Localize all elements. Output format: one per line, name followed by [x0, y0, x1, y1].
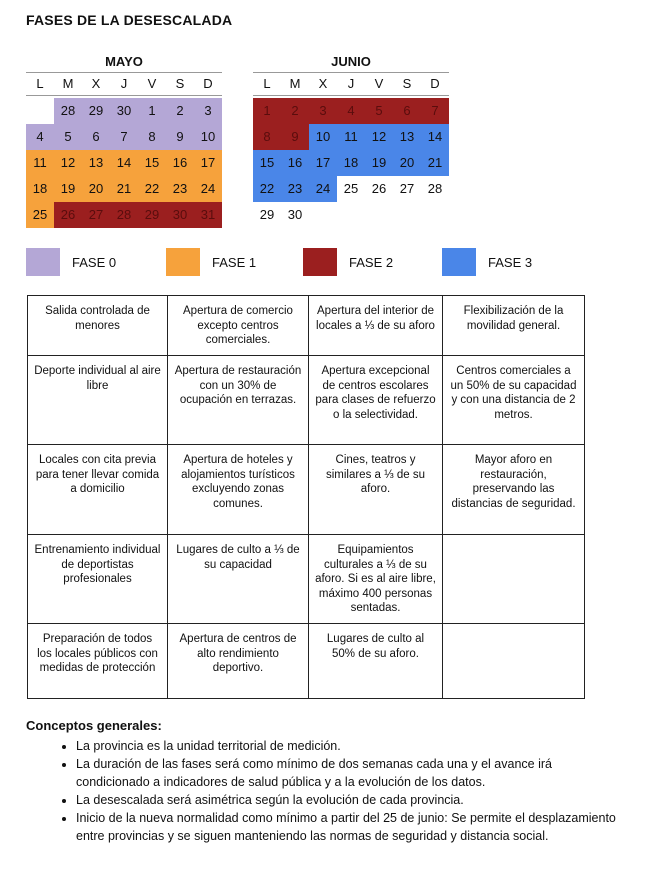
- month-title: JUNIO: [331, 54, 371, 69]
- calendar-day: 7: [110, 124, 138, 150]
- calendar-day: 2: [166, 98, 194, 124]
- legend-label: FASE 3: [488, 254, 533, 270]
- legend-swatch: [303, 248, 337, 276]
- calendar-day: 30: [166, 202, 194, 228]
- calendar-day: 24: [309, 176, 337, 202]
- calendar-day: 28: [54, 98, 82, 124]
- calendar-day: 25: [26, 202, 54, 228]
- calendar-day: 1: [253, 98, 281, 124]
- weekday-label: S: [175, 76, 185, 91]
- phase-legend: [26, 247, 586, 277]
- table-cell: Apertura excepcional de centros escolares para clases de refuerzo o la selectividad.: [309, 356, 443, 445]
- calendar-day: 12: [54, 150, 82, 176]
- table-cell: Deporte individual al aire libre: [28, 356, 168, 445]
- calendar-day: 19: [54, 176, 82, 202]
- calendar-day: 26: [54, 202, 82, 228]
- calendar-day: 6: [82, 124, 110, 150]
- calendar-day: 9: [166, 124, 194, 150]
- calendar-day: 15: [253, 150, 281, 176]
- table-row: [28, 535, 585, 624]
- table-cell: Locales con cita previa para tener llevar comida a domicilio: [28, 445, 168, 535]
- table-cell: [443, 624, 585, 699]
- list-item: • La desescalada será asimétrica según la evolución de cada provincia.: [76, 791, 626, 809]
- legend-label: FASE 1: [212, 254, 257, 270]
- table-cell: Entrenamiento individual de deportistas profesionales: [28, 535, 168, 624]
- table-row: [28, 296, 585, 356]
- table-cell: Flexibilización de la movilidad general.: [443, 296, 585, 356]
- calendar-day: 17: [194, 150, 222, 176]
- weekday-header: [253, 72, 449, 96]
- calendar-day: 28: [110, 202, 138, 228]
- calendar-day: 14: [110, 150, 138, 176]
- calendar-day: 29: [82, 98, 110, 124]
- table-cell: Centros comerciales a un 50% de su capacidad y con una distancia de 2 metros.: [443, 356, 585, 445]
- calendar-day: 29: [138, 202, 166, 228]
- calendar-day: 3: [309, 98, 337, 124]
- calendar-day: 8: [253, 124, 281, 150]
- calendar-day: 25: [343, 181, 359, 196]
- calendar-day: 12: [365, 124, 393, 150]
- table-cell: Apertura de hoteles y alojamientos turísticos excluyendo zonas comunes.: [168, 445, 309, 535]
- weekday-label: L: [263, 76, 271, 91]
- weekday-label: L: [36, 76, 44, 91]
- table-row: [28, 624, 585, 699]
- calendar-day: 23: [166, 176, 194, 202]
- weekday-label: M: [289, 76, 301, 91]
- calendar-day: 19: [365, 150, 393, 176]
- calendar-day: 28: [427, 181, 443, 196]
- table-cell: Apertura de comercio excepto centros comerciales.: [168, 296, 309, 356]
- table-body: [28, 296, 585, 699]
- calendar-day: 4: [337, 98, 365, 124]
- weekday-label: J: [347, 76, 355, 91]
- legend-swatch: [26, 248, 60, 276]
- calendar-day: 13: [393, 124, 421, 150]
- legend-item: [442, 247, 532, 277]
- calendar-day: 1: [138, 98, 166, 124]
- weekday-label: D: [203, 76, 213, 91]
- calendar-day: 10: [194, 124, 222, 150]
- legend-label: FASE 2: [349, 254, 394, 270]
- calendar-day: 4: [26, 124, 54, 150]
- day-grid: [253, 98, 449, 228]
- table-cell: [443, 535, 585, 624]
- calendar-day: 16: [281, 150, 309, 176]
- table-row: [28, 356, 585, 445]
- calendar-day: 11: [337, 124, 365, 150]
- table-cell: Lugares de culto al 50% de su aforo.: [309, 624, 443, 699]
- calendar-day: 21: [110, 176, 138, 202]
- table-cell: Equipamientos culturales a ⅓ de su aforo. Si es al aire libre, máximo 400 personas sentadas.: [309, 535, 443, 624]
- calendar-day: 10: [309, 124, 337, 150]
- table-cell: Apertura de centros de alto rendimiento deportivo.: [168, 624, 309, 699]
- weekday-label: D: [430, 76, 440, 91]
- calendar-day: 13: [82, 150, 110, 176]
- weekday-label: V: [374, 76, 384, 91]
- calendar-day: 18: [26, 176, 54, 202]
- calendar-day: 17: [309, 150, 337, 176]
- weekday-label: X: [318, 76, 328, 91]
- legend-item: [166, 247, 256, 277]
- calendar-june: [253, 52, 449, 228]
- calendar-day: 23: [281, 176, 309, 202]
- calendar-day: 21: [421, 150, 449, 176]
- day-grid: [26, 98, 222, 228]
- calendar-day: 24: [194, 176, 222, 202]
- calendar-day: 8: [138, 124, 166, 150]
- calendar-day: 7: [421, 98, 449, 124]
- calendar-day: 9: [281, 124, 309, 150]
- table-cell: Salida controlada de menores: [28, 296, 168, 356]
- calendar-day: 22: [253, 176, 281, 202]
- weekday-label: S: [402, 76, 412, 91]
- calendar-day: 2: [281, 98, 309, 124]
- concepts-list: [26, 737, 626, 845]
- weekday-label: V: [147, 76, 157, 91]
- calendar-day: 30: [287, 207, 303, 222]
- calendar-day: 14: [421, 124, 449, 150]
- calendar-day: 15: [138, 150, 166, 176]
- calendar-day: 27: [399, 181, 415, 196]
- calendar-day: 5: [54, 124, 82, 150]
- general-concepts: [26, 718, 626, 845]
- calendar-day: 26: [371, 181, 387, 196]
- calendar-day: 16: [166, 150, 194, 176]
- calendar-day: 29: [259, 207, 275, 222]
- calendar-day: 3: [194, 98, 222, 124]
- table-cell: Mayor aforo en restauración, preservando las distancias de seguridad.: [443, 445, 585, 535]
- legend-swatch: [442, 248, 476, 276]
- phase-actions-table: [27, 295, 585, 699]
- calendar-day: 5: [365, 98, 393, 124]
- legend-item: [303, 247, 393, 277]
- table-cell: Apertura del interior de locales a ⅓ de su aforo: [309, 296, 443, 356]
- weekday-label: X: [91, 76, 101, 91]
- month-title: MAYO: [105, 54, 143, 69]
- concepts-title: Conceptos generales:: [26, 718, 162, 733]
- calendar-may: [26, 52, 222, 228]
- weekday-header: [26, 72, 222, 96]
- calendar-day: 22: [138, 176, 166, 202]
- table-cell: Preparación de todos los locales públicos con medidas de protección: [28, 624, 168, 699]
- calendar-day: 31: [194, 202, 222, 228]
- weekday-label: M: [62, 76, 74, 91]
- table-cell: Lugares de culto a ⅓ de su capacidad: [168, 535, 309, 624]
- calendar-day: 11: [26, 150, 54, 176]
- legend-label: FASE 0: [72, 254, 117, 270]
- weekday-label: J: [120, 76, 128, 91]
- list-item: • La provincia es la unidad territorial de medición.: [76, 737, 626, 755]
- calendar-day: 20: [393, 150, 421, 176]
- calendar-day: 18: [337, 150, 365, 176]
- calendar-day: 6: [393, 98, 421, 124]
- calendar-day: 30: [110, 98, 138, 124]
- calendar-day: 20: [82, 176, 110, 202]
- table-cell: Apertura de restauración con un 30% de ocupación en terrazas.: [168, 356, 309, 445]
- legend-swatch: [166, 248, 200, 276]
- table-cell: Cines, teatros y similares a ⅓ de su aforo.: [309, 445, 443, 535]
- list-item: • Inicio de la nueva normalidad como mínimo a partir del 25 de junio: Se permite el desplazamiento entre provincias y se siguen manteniendo las normas de seguridad y distancia social.: [76, 809, 626, 845]
- list-item: • La duración de las fases será como mínimo de dos semanas cada una y el avance irá condicionado a indicadores de salud pública y a la evolución de los datos.: [76, 755, 626, 791]
- calendar-day: [26, 98, 54, 124]
- calendar-day: 27: [82, 202, 110, 228]
- page-title: FASES DE LA DESESCALADA: [26, 12, 233, 28]
- table-row: [28, 445, 585, 535]
- legend-item: [26, 247, 116, 277]
